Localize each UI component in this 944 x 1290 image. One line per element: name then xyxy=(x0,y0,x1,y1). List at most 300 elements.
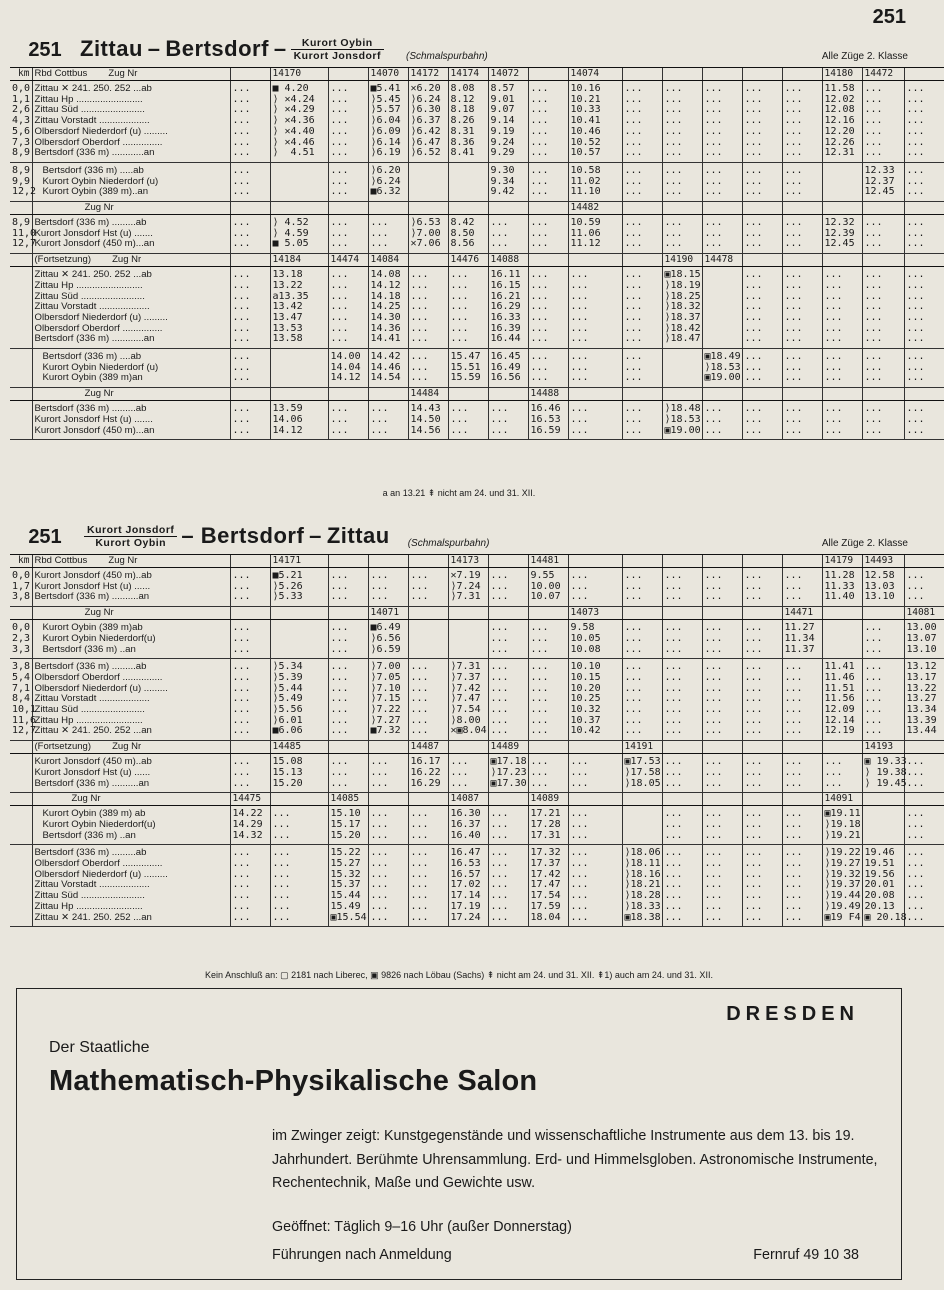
km-cell: 3,8 5,4 7,1 8,4 10,1 11,6 12,7 xyxy=(10,659,32,741)
km-cell: km xyxy=(10,555,32,568)
time-cell: ... ... ... xyxy=(904,754,944,793)
class-note: Alle Züge 2. Klasse xyxy=(821,538,908,549)
time-cell: 14493 xyxy=(862,555,904,568)
time-cell xyxy=(488,607,528,620)
time-cell: ... ... ... ... ... ... ... xyxy=(904,845,944,927)
time-cell xyxy=(408,620,448,659)
route-title xyxy=(80,523,390,549)
train-number-row xyxy=(10,607,944,620)
time-cell: ... ... ... ... ... ... ... xyxy=(782,659,822,741)
time-cell: ⟩18.06 ⟩18.11 ⟩18.16 ⟩18.21 ⟩18.28 ⟩18.33 ▣18.38 xyxy=(622,845,662,927)
time-cell: ... ... ... ... ... ... ... xyxy=(904,81,944,163)
time-cell: ... ... ... xyxy=(702,568,742,607)
time-cell: ... ... ... xyxy=(702,754,742,793)
time-cell: 14180 xyxy=(822,68,862,81)
time-cell: ... ... ... ... ... ... ... xyxy=(368,845,408,927)
timetable-zittau-bertsdorf xyxy=(10,67,944,440)
time-cell: 12.33 12.37 12.45 xyxy=(862,162,904,201)
time-cell: ... ... ... xyxy=(782,806,822,845)
time-cell xyxy=(448,202,488,215)
time-cell: ... ... ... xyxy=(702,401,742,440)
branch-bottom: Kurort Jonsdorf xyxy=(293,49,381,62)
time-cell: ▣ 19.33 ⟩ 19.38 ⟩ 19.45 xyxy=(862,754,904,793)
time-cell: ... ... ... xyxy=(528,754,568,793)
time-cell: ... ... ... ... ... ... ... xyxy=(568,845,622,927)
time-cell: ... ... ... xyxy=(702,215,742,254)
time-cell: ... ... ... xyxy=(702,162,742,201)
time-cell: ... ... ... xyxy=(742,349,782,388)
time-cell xyxy=(782,555,822,568)
time-cell: ... ... ... xyxy=(568,754,622,793)
time-cell xyxy=(328,607,368,620)
time-cell xyxy=(368,202,408,215)
station-cell: Zittau ✕ 241. 250. 252 ...ab Zittau Hp ......................... Zittau Süd ........................ Zittau Vorstadt ................... Olbersdorf Niederdorf (u) ......... Olbersdorf Oberdorf ............... Bertsdorf (336 m) ............an xyxy=(32,267,230,349)
time-cell: ... ... ... ... ... ... ... xyxy=(662,81,702,163)
time-cell: 17.32 17.37 17.42 17.47 17.54 17.59 18.04 xyxy=(528,845,568,927)
time-cell: ... ... ... xyxy=(742,754,782,793)
time-cell: 14.00 14.04 14.12 xyxy=(328,349,368,388)
time-cell: ... ... ... xyxy=(568,349,622,388)
time-cell xyxy=(270,607,328,620)
km-cell xyxy=(10,793,32,806)
station-cell: Zug Nr xyxy=(32,793,230,806)
time-cell xyxy=(862,202,904,215)
km-cell xyxy=(10,388,32,401)
time-cell xyxy=(702,267,742,349)
time-cell: ✕6.20 ⟩6.24 ⟩6.30 ⟩6.37 ⟩6.42 ⟩6.47 ⟩6.52 xyxy=(408,81,448,163)
time-cell: ... ... ... xyxy=(782,215,822,254)
time-cell: 14072 xyxy=(488,68,528,81)
time-cell xyxy=(368,793,408,806)
time-cell xyxy=(822,388,862,401)
time-cell: 17.21 17.28 17.31 xyxy=(528,806,568,845)
ad-city: DRESDEN xyxy=(726,1003,859,1025)
time-cell: 13.12 13.17 13.22 13.27 13.34 13.39 13.44 xyxy=(904,659,944,741)
time-cell xyxy=(230,68,270,81)
time-cell xyxy=(488,555,528,568)
timetable-row xyxy=(10,349,944,388)
time-cell xyxy=(862,607,904,620)
time-cell: ... ... ... ... ... ... ... xyxy=(862,659,904,741)
time-cell xyxy=(270,349,328,388)
time-cell: ... ... ... xyxy=(488,401,528,440)
time-cell: 8.57 9.01 9.07 9.14 9.19 9.24 9.29 xyxy=(488,81,528,163)
time-cell xyxy=(270,793,328,806)
time-cell: ... ... ... xyxy=(904,215,944,254)
time-cell xyxy=(622,806,662,845)
timetable-row xyxy=(10,215,944,254)
time-cell xyxy=(230,202,270,215)
time-cell xyxy=(328,388,368,401)
time-cell: ... ... ... xyxy=(662,620,702,659)
timetable-row xyxy=(10,754,944,793)
time-cell xyxy=(742,607,782,620)
time-cell: 14070 xyxy=(368,68,408,81)
time-cell xyxy=(702,202,742,215)
km-cell xyxy=(10,349,32,388)
time-cell: ... ... ... ... ... ... ... xyxy=(662,659,702,741)
time-cell xyxy=(782,254,822,267)
time-cell xyxy=(408,162,448,201)
time-cell xyxy=(328,68,368,81)
time-cell: 14487 xyxy=(408,741,448,754)
timetable-row xyxy=(10,401,944,440)
time-cell: ... ... ... xyxy=(742,568,782,607)
time-cell: ... ... ... ... ... ... ... xyxy=(488,845,528,927)
ad-phone: Fernruf 49 10 38 xyxy=(753,1247,859,1263)
time-cell: 14.08 14.12 14.18 14.25 14.30 14.36 14.41 xyxy=(368,267,408,349)
time-cell xyxy=(702,607,742,620)
time-cell xyxy=(702,555,742,568)
time-cell: 14074 xyxy=(568,68,622,81)
time-cell xyxy=(528,607,568,620)
time-cell xyxy=(270,162,328,201)
time-cell: 16.17 16.22 16.29 xyxy=(408,754,448,793)
time-cell xyxy=(448,388,488,401)
time-cell: ... ... ... xyxy=(662,754,702,793)
time-cell: 14089 xyxy=(528,793,568,806)
time-cell xyxy=(904,68,944,81)
time-cell: ... ... ... xyxy=(488,806,528,845)
time-cell: ... ... ... xyxy=(622,162,662,201)
km-cell: 0,0 1,1 2,6 4,3 5,6 7,3 8,9 xyxy=(10,81,32,163)
time-cell: 14174 xyxy=(448,68,488,81)
time-cell: 9.30 9.34 9.42 xyxy=(488,162,528,201)
time-cell: ... ... ... xyxy=(568,401,622,440)
time-cell xyxy=(862,806,904,845)
time-cell: ... ... ... xyxy=(862,401,904,440)
station-cell: Zug Nr xyxy=(32,202,230,215)
time-cell xyxy=(622,254,662,267)
km-cell: 8,9 11,0 12,7 xyxy=(10,215,32,254)
time-cell: ... ... ... ... ... ... ... xyxy=(230,659,270,741)
time-cell: ... ... ... xyxy=(742,806,782,845)
time-cell xyxy=(622,388,662,401)
time-cell: 10.16 10.21 10.33 10.41 10.46 10.52 10.57 xyxy=(568,81,622,163)
time-cell: ... ... ... xyxy=(328,215,368,254)
time-cell: 13.18 13.22 a13.35 13.42 13.47 13.53 13.58 xyxy=(270,267,328,349)
time-cell xyxy=(662,793,702,806)
time-cell xyxy=(662,607,702,620)
time-cell xyxy=(862,793,904,806)
time-cell: ... ... ... xyxy=(622,349,662,388)
time-cell: ... ... ... xyxy=(904,401,944,440)
time-cell xyxy=(862,254,904,267)
ad-description: im Zwinger zeigt: Kunstgegenstände und wissenschaftliche Instrumente aus dem 13. bis 19. Jahrhundert. Berühmte Uhrensammlung. Erd- und Himmelsgloben. Astronomische Instrumente, Rechentechnik, Maße und Gewichte usw. xyxy=(272,1128,878,1191)
route-number: 251 xyxy=(28,526,62,548)
time-cell: 15.08 15.13 15.20 xyxy=(270,754,328,793)
branch-top: Kurort Oybin xyxy=(291,37,384,50)
ad-tours: Führungen nach Anmeldung xyxy=(272,1247,452,1263)
time-cell: 14172 xyxy=(408,68,448,81)
ad-opening-hours: Geöffnet: Täglich 9–16 Uhr (außer Donnerstag) xyxy=(272,1219,572,1235)
time-cell: 14081 xyxy=(904,607,944,620)
station-cell: Rbd Cottbus Zug Nr xyxy=(32,555,230,568)
time-cell: ... ... ... xyxy=(230,215,270,254)
time-cell: ... ... ... xyxy=(488,620,528,659)
time-cell: 14475 xyxy=(230,793,270,806)
class-note: Alle Züge 2. Klasse xyxy=(821,51,908,62)
station-cell: (Fortsetzung) Zug Nr xyxy=(32,741,230,754)
time-cell xyxy=(742,388,782,401)
time-cell: ... ... ... xyxy=(904,349,944,388)
time-cell xyxy=(568,555,622,568)
time-cell: ... ... ... xyxy=(622,620,662,659)
time-cell: 15.22 15.27 15.32 15.37 15.44 15.49 ▣15.54 xyxy=(328,845,368,927)
time-cell xyxy=(528,741,568,754)
time-cell xyxy=(448,162,488,201)
time-cell: 14488 xyxy=(528,388,568,401)
time-cell xyxy=(230,388,270,401)
time-cell: ... ... ... xyxy=(328,162,368,201)
time-cell: ... ... ... ... ... ... ... xyxy=(622,659,662,741)
time-cell: ■5.41 ⟩5.45 ⟩5.57 ⟩6.04 ⟩6.09 ⟩6.14 ⟩6.19 xyxy=(368,81,408,163)
time-cell: ... ... ... xyxy=(742,620,782,659)
time-cell: 14478 xyxy=(702,254,742,267)
time-cell: ... ... ... ... ... ... ... xyxy=(328,267,368,349)
time-cell xyxy=(368,741,408,754)
time-cell xyxy=(822,607,862,620)
station-cell: Bertsdorf (336 m) .....ab Kurort Oybin Niederdorf (u) Kurort Oybin (389 m)..an xyxy=(32,162,230,201)
time-cell: 14485 xyxy=(270,741,328,754)
time-cell xyxy=(448,620,488,659)
time-cell xyxy=(230,555,270,568)
time-cell: 13.59 14.06 14.12 xyxy=(270,401,328,440)
time-cell xyxy=(782,793,822,806)
route-title-main: – Bertsdorf – Zittau xyxy=(181,523,390,548)
time-cell xyxy=(662,741,702,754)
time-cell: ... ... ... ... ... ... ... xyxy=(568,267,622,349)
time-cell xyxy=(488,202,528,215)
time-cell xyxy=(742,68,782,81)
time-cell: 8.08 8.12 8.18 8.26 8.31 8.36 8.41 xyxy=(448,81,488,163)
time-cell xyxy=(904,793,944,806)
time-cell: 9.55 10.00 10.07 xyxy=(528,568,568,607)
time-cell: ... ... ... xyxy=(528,215,568,254)
route-number: 251 xyxy=(28,39,62,61)
time-cell: ... ... ... ... ... ... ... xyxy=(862,267,904,349)
time-cell xyxy=(328,741,368,754)
time-cell: 10.58 11.02 11.10 xyxy=(568,162,622,201)
timetable-row xyxy=(10,659,944,741)
time-cell: ... ... ... xyxy=(408,349,448,388)
time-cell: 14474 xyxy=(328,254,368,267)
time-cell: ... ... ... xyxy=(862,620,904,659)
time-cell xyxy=(822,162,862,201)
timetable-row xyxy=(10,267,944,349)
station-cell: Bertsdorf (336 m) .........ab Kurort Jonsdorf Hst (u) ....... Kurort Jonsdorf (450 m)...an xyxy=(32,215,230,254)
footnote-table2: Kein Anschluß an: ▢ 2181 nach Liberec, ▣ 9826 nach Löbau (Sachs) ⇞ nicht am 24. und 31. XII. ⇞1) auch am 24. und 31. XII. xyxy=(205,970,713,980)
time-cell: ... ... ... xyxy=(662,806,702,845)
time-cell: 11.58 12.02 12.08 12.16 12.20 12.26 12.31 xyxy=(822,81,862,163)
time-cell xyxy=(408,555,448,568)
time-cell: 14484 xyxy=(408,388,448,401)
time-cell xyxy=(822,202,862,215)
time-cell: 14184 xyxy=(270,254,328,267)
time-cell xyxy=(662,202,702,215)
km-cell xyxy=(10,754,32,793)
time-cell: ... ... ... xyxy=(904,162,944,201)
time-cell: ▣19.11 ⟩19.18 ⟩19.21 xyxy=(822,806,862,845)
time-cell: ... ... ... xyxy=(368,401,408,440)
time-cell xyxy=(448,741,488,754)
time-cell xyxy=(742,202,782,215)
time-cell: ... ... ... xyxy=(822,349,862,388)
time-cell xyxy=(328,555,368,568)
time-cell: 16.11 16.15 16.21 16.29 16.33 16.39 16.44 xyxy=(488,267,528,349)
time-cell: ... ... ... ... ... ... ... xyxy=(528,81,568,163)
route-branch-fraction xyxy=(84,524,177,549)
time-cell: 10.10 10.15 10.20 10.25 10.32 10.37 10.42 xyxy=(568,659,622,741)
time-cell: 9.58 10.05 10.08 xyxy=(568,620,622,659)
time-cell xyxy=(488,793,528,806)
time-cell: ⟩19.22 ⟩19.27 ⟩19.32 ⟩19.37 ⟩19.44 ⟩19.49 ▣19 F4 xyxy=(822,845,862,927)
time-cell: ... ... ... xyxy=(448,401,488,440)
km-cell xyxy=(10,741,32,754)
station-cell: Bertsdorf (336 m) .........ab Kurort Jonsdorf Hst (u) ....... Kurort Jonsdorf (450 m)...an xyxy=(32,401,230,440)
time-cell: 14191 xyxy=(622,741,662,754)
time-cell: 8.42 8.50 8.56 xyxy=(448,215,488,254)
time-cell: ... ... ... ... ... ... ... xyxy=(328,81,368,163)
time-cell xyxy=(904,388,944,401)
time-cell: 14091 xyxy=(822,793,862,806)
time-cell xyxy=(702,68,742,81)
time-cell: ... ... ... xyxy=(622,401,662,440)
ad-institution-name: Mathematisch-Physikalische Salon xyxy=(49,1065,538,1097)
km-cell xyxy=(10,607,32,620)
time-cell xyxy=(368,555,408,568)
km-cell xyxy=(10,806,32,845)
time-cell: ■6.49 ⟩6.56 ⟩6.59 xyxy=(368,620,408,659)
km-cell: 0,0 2,3 3,3 xyxy=(10,620,32,659)
time-cell: ... ... ... xyxy=(328,568,368,607)
time-cell: ... ... ... ... ... ... ... xyxy=(622,267,662,349)
time-cell: 10.59 11.06 11.12 xyxy=(568,215,622,254)
time-cell: ... ... ... ... ... ... ... xyxy=(230,845,270,927)
time-cell: ▣17.18 ⟩17.23 ▣17.30 xyxy=(488,754,528,793)
time-cell: ... ... ... xyxy=(230,349,270,388)
time-cell: ... ... ... ... ... ... ... xyxy=(822,267,862,349)
station-cell: Kurort Jonsdorf (450 m)..ab Kurort Jonsdorf Hst (u) ...... Bertsdorf (336 m) ..........an xyxy=(32,568,230,607)
time-cell: ... ... ... xyxy=(528,162,568,201)
km-cell xyxy=(10,202,32,215)
km-cell xyxy=(10,267,32,349)
time-cell: ... ... ... ... ... ... ... xyxy=(782,81,822,163)
km-cell xyxy=(10,254,32,267)
station-cell: Kurort Jonsdorf (450 m)..ab Kurort Jonsdorf Hst (u) ...... Bertsdorf (336 m) ..........an xyxy=(32,754,230,793)
time-cell: 14170 xyxy=(270,68,328,81)
time-cell xyxy=(702,388,742,401)
timetable-jonsdorf-zittau xyxy=(10,554,944,927)
time-cell xyxy=(782,388,822,401)
time-cell: ... ... ... ... ... ... ... xyxy=(528,267,568,349)
train-number-row xyxy=(10,555,944,568)
train-number-row xyxy=(10,741,944,754)
page-number: 251 xyxy=(872,6,906,28)
time-cell: ... ... ... xyxy=(782,568,822,607)
time-cell xyxy=(622,793,662,806)
station-cell: Bertsdorf (336 m) ....ab Kurort Oybin Niederdorf (u) Kurort Oybin (389 m)an xyxy=(32,349,230,388)
time-cell: ... ... ... xyxy=(270,806,328,845)
timetable-row xyxy=(10,845,944,927)
time-cell xyxy=(328,202,368,215)
time-cell: ⟩ 4.52 ⟩ 4.59 ■ 5.05 xyxy=(270,215,328,254)
time-cell xyxy=(230,741,270,754)
time-cell xyxy=(904,741,944,754)
time-cell: ... ... ... xyxy=(328,754,368,793)
time-cell: 14472 xyxy=(862,68,904,81)
time-cell xyxy=(782,68,822,81)
time-cell: ... ... ... ... ... ... ... xyxy=(702,659,742,741)
time-cell: ... ... ... xyxy=(782,754,822,793)
time-cell: 11.28 11.33 11.40 xyxy=(822,568,862,607)
timetable-row xyxy=(10,568,944,607)
time-cell: ... ... ... xyxy=(368,215,408,254)
time-cell: ... ... ... ... ... ... ... xyxy=(448,267,488,349)
km-cell: 0,0 1,7 3,8 xyxy=(10,568,32,607)
time-cell: ... ... ... xyxy=(702,620,742,659)
km-cell xyxy=(10,401,32,440)
time-cell xyxy=(782,202,822,215)
branch-top: Kurort Jonsdorf xyxy=(84,524,177,537)
time-cell: 11.27 11.34 11.37 xyxy=(782,620,822,659)
time-cell: ... ... ... xyxy=(742,401,782,440)
time-cell: 16.46 16.53 16.59 xyxy=(528,401,568,440)
time-cell: ... ... ... xyxy=(662,215,702,254)
time-cell: ▣18.49 ⟩18.53 ▣19.00 xyxy=(702,349,742,388)
time-cell: 14088 xyxy=(488,254,528,267)
time-cell: ... ... ... xyxy=(230,568,270,607)
time-cell: 14193 xyxy=(862,741,904,754)
time-cell xyxy=(822,254,862,267)
time-cell: ... ... ... xyxy=(230,754,270,793)
time-cell: 14173 xyxy=(448,555,488,568)
time-cell: 16.45 16.49 16.56 xyxy=(488,349,528,388)
time-cell: ▣17.53 ⟩17.58 ⟩18.05 xyxy=(622,754,662,793)
time-cell: ... ... ... xyxy=(488,568,528,607)
station-cell: Rbd Cottbus Zug Nr xyxy=(32,68,230,81)
time-cell: ... ... ... ... ... ... ... xyxy=(702,845,742,927)
time-cell xyxy=(904,202,944,215)
time-cell: ... ... ... ... ... ... ... xyxy=(622,81,662,163)
time-cell: ... ... ... xyxy=(662,162,702,201)
time-cell: ⟩18.48 ⟩18.53 ▣19.00 xyxy=(662,401,702,440)
time-cell: ■5.21 ⟩5.26 ⟩5.33 xyxy=(270,568,328,607)
time-cell: 14087 xyxy=(448,793,488,806)
time-cell: ... ... ... ... ... ... ... xyxy=(408,267,448,349)
time-cell xyxy=(230,607,270,620)
timetable-row xyxy=(10,620,944,659)
time-cell: ... ... ... ... ... ... ... xyxy=(408,845,448,927)
time-cell: ... ... ... xyxy=(230,162,270,201)
time-cell: ... ... ... xyxy=(782,349,822,388)
time-cell xyxy=(448,607,488,620)
time-cell: ... ... ... xyxy=(742,162,782,201)
time-cell: ... ... ... xyxy=(328,620,368,659)
time-cell: 14481 xyxy=(528,555,568,568)
train-number-row xyxy=(10,388,944,401)
train-number-row xyxy=(10,202,944,215)
time-cell xyxy=(270,620,328,659)
time-cell: 14171 xyxy=(270,555,328,568)
time-cell: ... ... ... ... ... ... ... xyxy=(488,659,528,741)
time-cell xyxy=(662,349,702,388)
time-cell xyxy=(862,388,904,401)
route-title xyxy=(80,36,388,62)
time-cell: ... ... ... xyxy=(448,754,488,793)
time-cell xyxy=(742,254,782,267)
time-cell: 14.22 14.29 14.32 xyxy=(230,806,270,845)
